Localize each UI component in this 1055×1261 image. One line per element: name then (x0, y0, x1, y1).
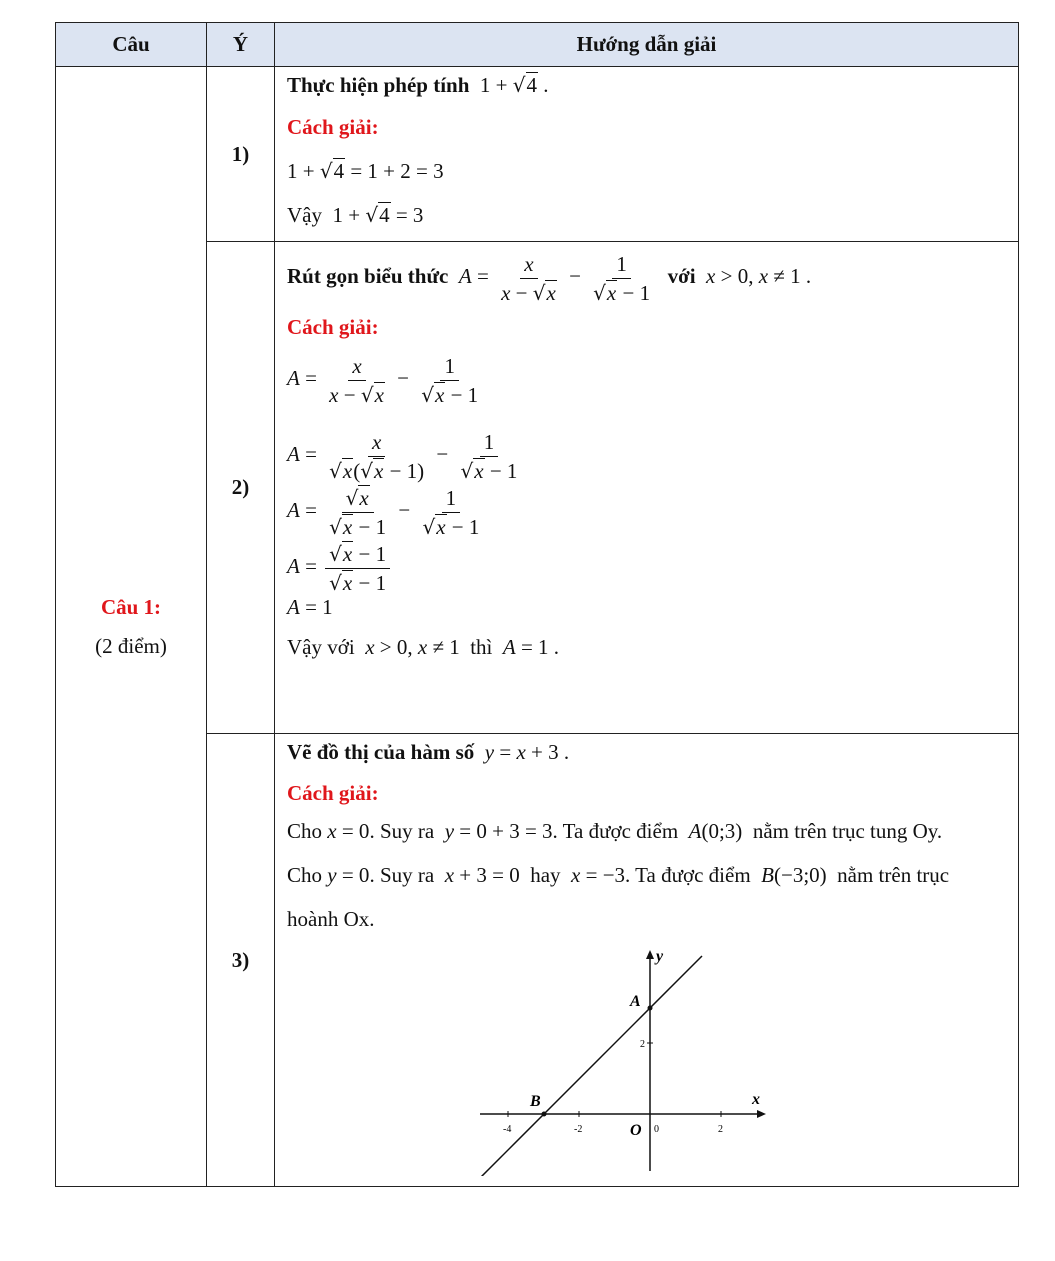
x-axis-label: x (752, 1091, 760, 1108)
part-2-step-3: A = $\frac{√x}{√x - 1}$ − $\frac{1}{√x - 1}$ (287, 485, 480, 539)
part-3-line-1: Cho x = 0. Suy ra y = 0 + 3 = 3. Ta được điểm A(0;3) nằm trên trục tung Oy. (287, 819, 943, 843)
question-points: (2 điểm) (95, 633, 167, 658)
table-row-part-1 (56, 67, 1019, 242)
y-axis-arrow-icon (646, 950, 654, 959)
part-1-method-label: Cách giải: (287, 115, 379, 139)
header-cau: Câu (56, 23, 207, 67)
part-2-method-label: Cách giải: (287, 315, 379, 339)
part-2-conclusion: Vậy với x > 0, x ≠ 1 thì A = 1 . (287, 635, 560, 659)
header-huong-dan-giai: Hướng dẫn giải (275, 23, 1019, 67)
x-tick-label: 0 (654, 1124, 659, 1135)
x-axis-arrow-icon (757, 1110, 766, 1118)
part-2-content (275, 242, 1019, 734)
part-1-step: 1 + √4 = 1 + 2 = 3 (287, 159, 444, 183)
question-cell (56, 67, 207, 1187)
function-graph (470, 946, 770, 1176)
x-tick-label: -4 (503, 1124, 512, 1135)
part-label-1: 1) (207, 67, 275, 242)
origin-label: O (630, 1122, 642, 1139)
x-tick-label: -2 (574, 1124, 583, 1135)
y-tick-label: 2 (640, 1039, 645, 1050)
part-label-2: 2) (207, 242, 275, 734)
part-2-step-4: A = $\frac{√x - 1}{√x - 1}$ (287, 536, 1010, 596)
question-title: Câu 1: (100, 594, 162, 619)
part-3-method-label: Cách giải: (287, 781, 379, 805)
part-3-task: Vẽ đồ thị của hàm số y = x + 3 . (287, 740, 570, 764)
point-a-label: A (630, 993, 641, 1010)
header-y: Ý (207, 23, 275, 67)
part-2-step-1: A = $\frac{x}{x - √x}$ − $\frac{1}{√x - 1}$ (287, 353, 479, 407)
x-tick-label: 2 (718, 1124, 723, 1135)
point-b-label: B (530, 1093, 541, 1110)
table-header-row (56, 23, 1019, 67)
graph-line (480, 956, 702, 1176)
part-label-3: 3) (207, 734, 275, 1187)
part-2-task: Rút gọn biểu thức A = $\frac{x}{x - √x}$ − $\frac{1}{√x - 1}$ với x > 0, x ≠ 1 . (287, 251, 812, 305)
part-1-content (275, 67, 1019, 242)
part-2-step-5: A = 1 (287, 595, 333, 619)
point-a (648, 1006, 653, 1011)
part-1-task: Thực hiện phép tính 1 + √4 . (287, 73, 549, 97)
part-2-step-2: A = $\frac{x}{√x(√x - 1)}$ − $\frac{1}{√x - 1}$ (287, 429, 518, 483)
y-axis-label: y (656, 948, 664, 965)
part-1-conclusion: Vậy 1 + √4 = 3 (287, 203, 424, 227)
part-3-line-2: Cho y = 0. Suy ra x + 3 = 0 hay x = −3. Ta được điểm B(−3;0) nằm trên trục (287, 863, 950, 887)
solution-table (55, 22, 1019, 1187)
part-3-line-3: hoành Ox. (287, 907, 375, 931)
part-3-content (275, 734, 1019, 1187)
point-b (542, 1112, 547, 1117)
